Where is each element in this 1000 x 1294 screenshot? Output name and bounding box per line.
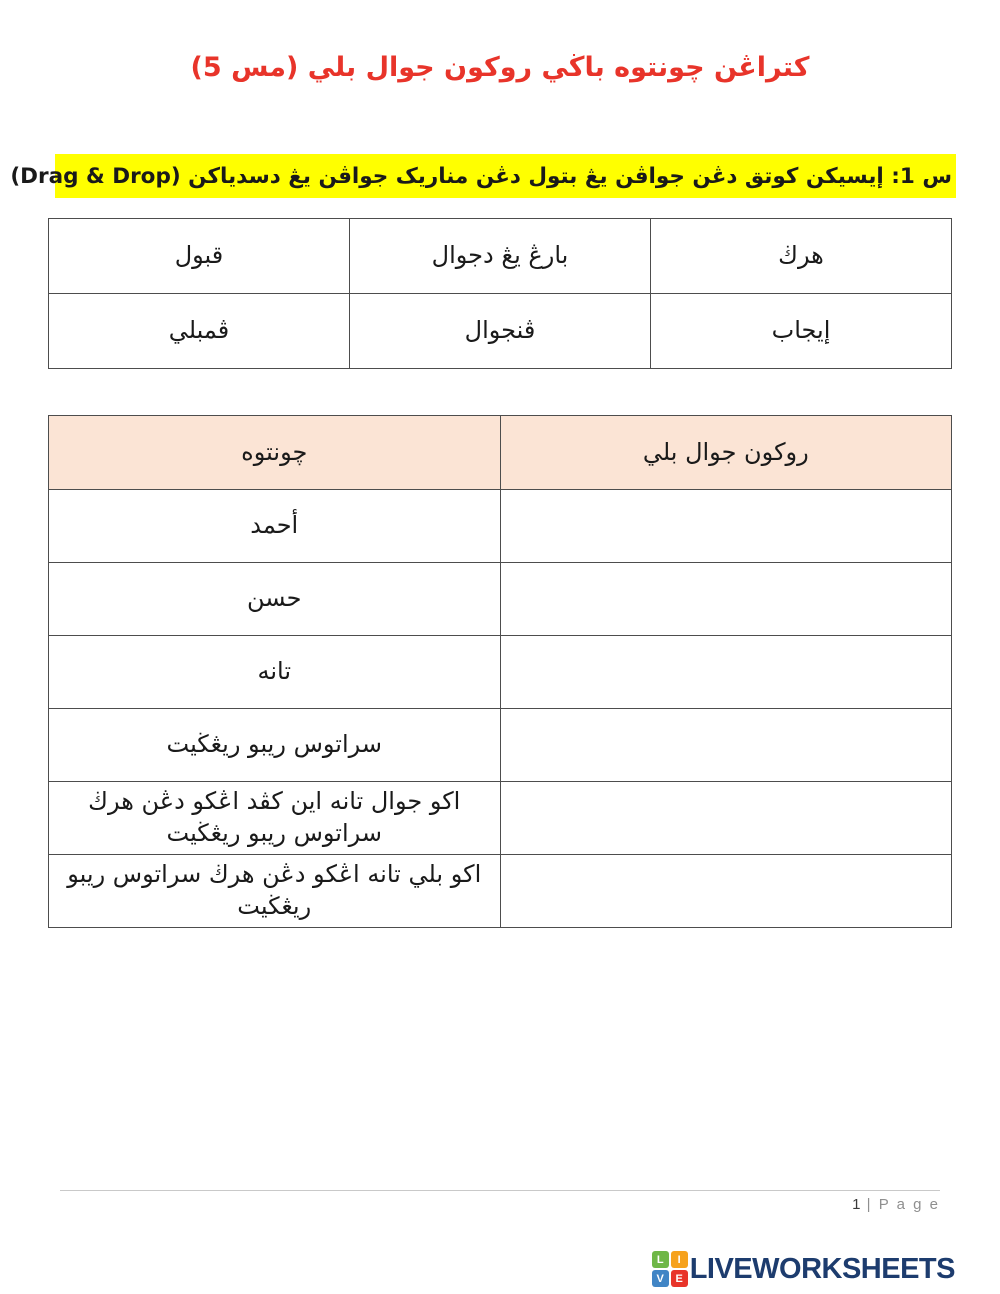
match-header-example: چونتوه [49, 416, 501, 490]
logo-square-e: E [671, 1270, 688, 1287]
example-cell: سراتوس ريبو ريڠڬيت [49, 709, 501, 782]
example-cell: اكو بلي تانه اڠكو دڠن هرڬ سراتوس ريبو ريڠڬيت [49, 855, 501, 928]
draggable-answer-qabul[interactable]: قبول [49, 219, 350, 294]
example-cell: تانه [49, 636, 501, 709]
answer-bank-row [49, 219, 952, 294]
example-cell: اكو جوال تانه اين كڤد اڠكو دڠن هرڬ سراتوس ريبو ريڠڬيت [49, 782, 501, 855]
match-row [49, 490, 952, 563]
footer-divider [60, 1190, 940, 1191]
liveworksheets-logo-icon [652, 1251, 688, 1287]
page-number-label [852, 1196, 940, 1213]
draggable-answer-harga[interactable]: هرڬ [651, 219, 952, 294]
match-row [49, 636, 952, 709]
answer-bank-table [48, 218, 952, 369]
example-cell: حسن [49, 563, 501, 636]
match-row [49, 782, 952, 855]
draggable-answer-penjual[interactable]: ڤنجوال [350, 294, 651, 369]
logo-square-i: I [671, 1251, 688, 1268]
page-word: | P a g e [866, 1196, 940, 1213]
logo-brand-text: LIVEWORKSHEETS [689, 1252, 955, 1285]
page-number: 1 [852, 1196, 861, 1213]
match-table [48, 415, 952, 928]
match-row [49, 563, 952, 636]
match-row [49, 709, 952, 782]
example-cell: أحمد [49, 490, 501, 563]
draggable-answer-pembeli[interactable]: ڤمبلي [49, 294, 350, 369]
answer-drop-cell[interactable] [500, 782, 952, 855]
instruction-highlighted-text: س 1: إيسيكن كوتق دڠن جواڤن يڠ بتول دڠن مناريک جواڤن يڠ دسدياكن (Drag & Drop) [55, 154, 956, 198]
match-row [49, 855, 952, 928]
answer-drop-cell[interactable] [500, 563, 952, 636]
draggable-answer-barang[interactable]: بارڠ يڠ دجوال [350, 219, 651, 294]
draggable-answer-ijab[interactable]: إيجاب [651, 294, 952, 369]
answer-drop-cell[interactable] [500, 709, 952, 782]
answer-bank-row [49, 294, 952, 369]
page-title: كتراڠن چونتوه باڬي روكون جوال بلي (مس 5) [190, 52, 810, 83]
logo-square-l: L [652, 1251, 669, 1268]
answer-drop-cell[interactable] [500, 636, 952, 709]
liveworksheets-logo [652, 1251, 955, 1287]
logo-square-v: V [652, 1270, 669, 1287]
match-table-header-row [49, 416, 952, 490]
answer-drop-cell[interactable] [500, 855, 952, 928]
match-header-category: روكون جوال بلي [500, 416, 952, 490]
answer-drop-cell[interactable] [500, 490, 952, 563]
